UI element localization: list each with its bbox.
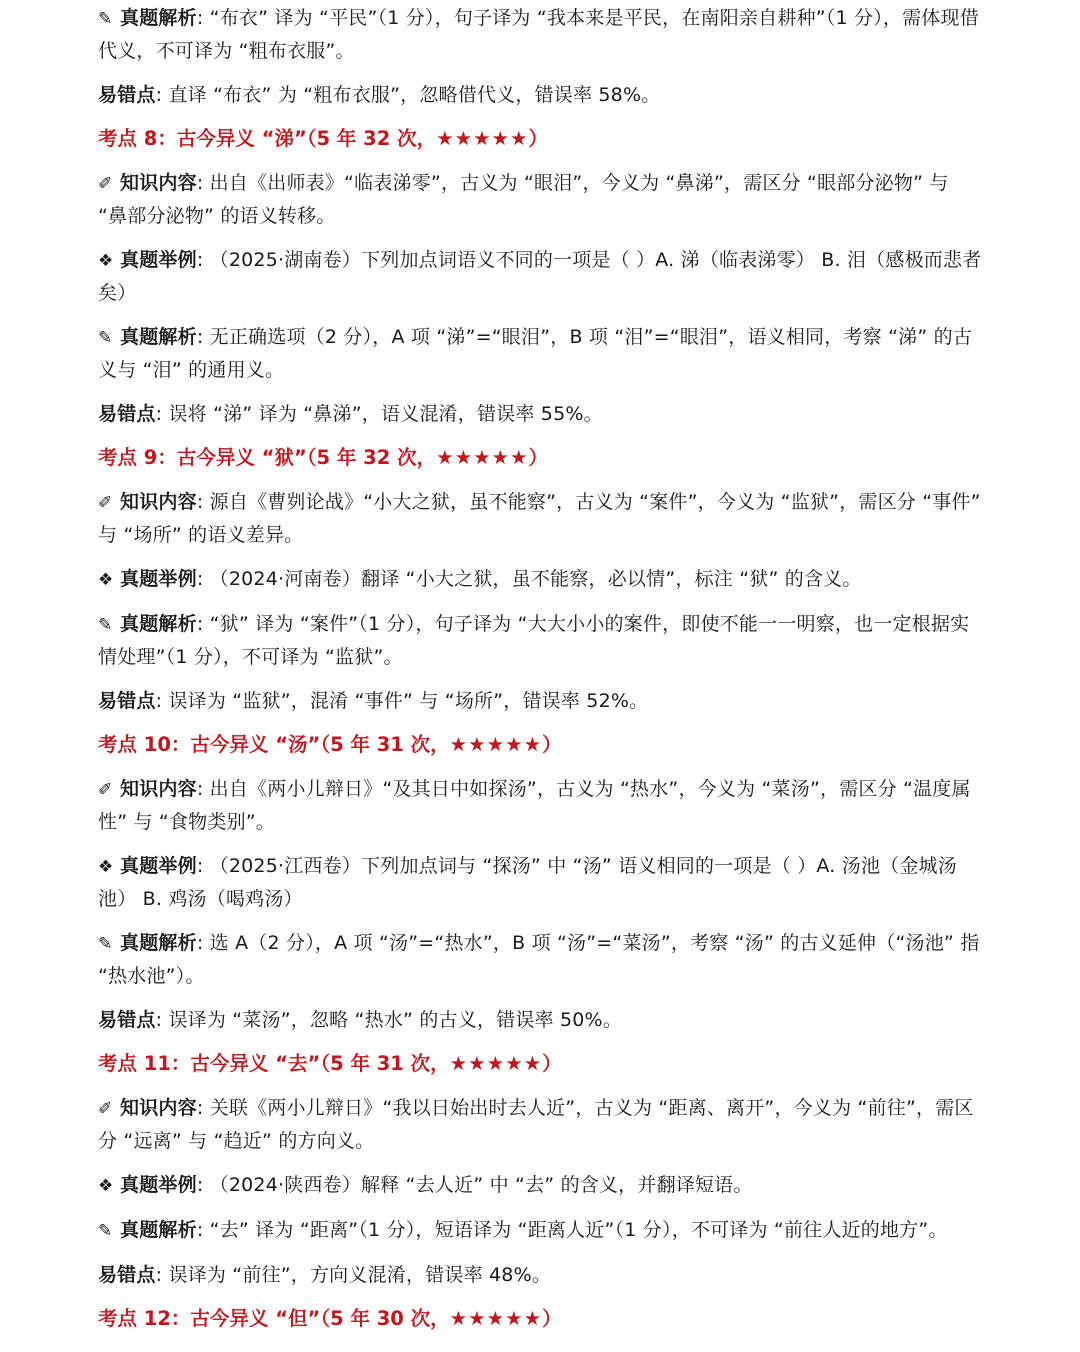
heading-text: 考点 9：古今异义 “狱”（5 年 32 次，: [98, 446, 437, 469]
paragraph-text: : 误将 “涕” 译为 “鼻涕”，语义混淆，错误率 55%。: [155, 403, 603, 425]
paragraph-label: 易错点: [98, 403, 156, 425]
heading-text: 考点 12：古今异义 “但”（5 年 30 次，: [98, 1307, 450, 1330]
paragraph-label: 知识内容: [120, 778, 197, 800]
content-paragraph: [98, 2, 984, 67]
paragraph-label: 真题解析: [120, 613, 197, 635]
paragraph-label: 易错点: [98, 84, 156, 106]
content-paragraph: [98, 685, 984, 717]
pen-icon: ✐: [98, 174, 113, 194]
heading-close: ）: [528, 446, 549, 469]
content-paragraph: [98, 1169, 984, 1202]
pencil-icon: ✎: [98, 9, 113, 29]
paragraph-text: : 选 A（2 分），A 项 “汤”=“热水”，B 项 “汤”=“菜汤”，考察 “汤” 的古义延伸（“汤池” 指 “热水池”）。: [98, 932, 980, 987]
paragraph-label: 真题举例: [120, 855, 197, 877]
content-paragraph: [98, 1092, 984, 1157]
paragraph-text: : 无正确选项（2 分），A 项 “涕”=“眼泪”，B 项 “泪”=“眼泪”，语义相同，考察 “涕” 的古义与 “泪” 的通用义。: [98, 326, 973, 381]
paragraph-text: : “布衣” 译为 “平民”（1 分），句子译为 “我本来是平民，在南阳亲自耕种”（1 分），需体现借代义，不可译为 “粗布衣服”。: [98, 7, 979, 62]
content-paragraph: [98, 167, 984, 232]
paragraph-label: 真题解析: [120, 326, 197, 348]
diamond-icon: ❖: [98, 1176, 114, 1196]
paragraph-label: 知识内容: [120, 172, 197, 194]
section-heading: [98, 1303, 984, 1335]
heading-close: ）: [542, 1307, 562, 1330]
paragraph-text: : 直译 “布衣” 为 “粗布衣服”，忽略借代义，错误率 58%。: [155, 84, 661, 106]
content-paragraph: [98, 773, 984, 838]
section-heading: [98, 123, 984, 155]
content-paragraph: [98, 608, 984, 673]
content-paragraph: [98, 79, 984, 111]
content-paragraph: [98, 850, 984, 915]
star-rating: ★★★★★: [436, 127, 529, 150]
section-heading: [98, 442, 984, 474]
paragraph-text: : 误译为 “前往”，方向义混淆，错误率 48%。: [155, 1264, 552, 1286]
content-paragraph: [98, 321, 984, 386]
pen-icon: ✐: [98, 780, 113, 800]
paragraph-label: 真题举例: [120, 568, 197, 590]
paragraph-text: : （2025·湖南卷）下列加点词语义不同的一项是（ ）A. 涕（临表涕零） B. 泪（感极而悲者矣）: [98, 249, 982, 304]
paragraph-label: 真题举例: [120, 1174, 197, 1196]
paragraph-text: : 误译为 “菜汤”，忽略 “热水” 的古义，错误率 50%。: [155, 1009, 623, 1031]
heading-close: ）: [528, 127, 549, 150]
star-rating: ★★★★★: [449, 1307, 543, 1330]
heading-text: 考点 8：古今异义 “涕”（5 年 32 次，: [98, 127, 437, 150]
paragraph-label: 真题举例: [120, 249, 197, 271]
paragraph-label: 知识内容: [120, 1097, 197, 1119]
paragraph-text: : 关联《两小儿辩日》“我以日始出时去人近”，古义为 “距离、离开”，今义为 “前往”，需区分 “远离” 与 “趋近” 的方向义。: [98, 1097, 974, 1152]
pencil-icon: ✎: [98, 615, 113, 635]
pen-icon: ✐: [98, 1099, 113, 1119]
pencil-icon: ✎: [98, 1221, 113, 1241]
paragraph-text: : 出自《出师表》“临表涕零”，古义为 “眼泪”，今义为 “鼻涕”，需区分 “眼部分泌物” 与 “鼻部分泌物” 的语义转移。: [98, 172, 949, 227]
pen-icon: ✐: [98, 493, 113, 513]
star-rating: ★★★★★: [436, 446, 529, 469]
paragraph-label: 易错点: [98, 690, 156, 712]
content-paragraph: [98, 1004, 984, 1036]
paragraph-label: 真题解析: [120, 932, 197, 954]
heading-close: ）: [542, 733, 562, 756]
paragraph-text: : “狱” 译为 “案件”（1 分），句子译为 “大大小小的案件，即使不能一一明察，也一定根据实情处理”（1 分），不可译为 “监狱”。: [98, 613, 970, 668]
content-paragraph: [98, 563, 984, 596]
diamond-icon: ❖: [98, 857, 114, 877]
content-paragraph: [98, 486, 984, 551]
paragraph-label: 真题解析: [120, 7, 197, 29]
paragraph-text: : （2024·河南卷）翻译 “小大之狱，虽不能察，必以情”，标注 “狱” 的含义。: [196, 568, 862, 590]
content-paragraph: [98, 244, 984, 309]
diamond-icon: ❖: [98, 570, 114, 590]
paragraph-label: 易错点: [98, 1264, 156, 1286]
heading-text: 考点 11：古今异义 “去”（5 年 31 次，: [98, 1052, 450, 1075]
paragraph-label: 知识内容: [120, 491, 197, 513]
paragraph-label: 易错点: [98, 1009, 156, 1031]
paragraph-label: 真题解析: [120, 1219, 197, 1241]
paragraph-text: : （2025·江西卷）下列加点词与 “探汤” 中 “汤” 语义相同的一项是（ ）A. 汤池（金城汤池） B. 鸡汤（喝鸡汤）: [98, 855, 957, 910]
paragraph-text: : （2024·陕西卷）解释 “去人近” 中 “去” 的含义，并翻译短语。: [196, 1174, 753, 1196]
paragraph-text: : 源自《曹刿论战》“小大之狱，虽不能察”，古义为 “案件”，今义为 “监狱”，需区分 “事件” 与 “场所” 的语义差异。: [98, 491, 981, 546]
heading-text: 考点 10：古今异义 “汤”（5 年 31 次，: [98, 733, 450, 756]
content-paragraph: [98, 398, 984, 430]
star-rating: ★★★★★: [449, 1052, 543, 1075]
section-heading: [98, 1048, 984, 1080]
paragraph-text: : 出自《两小儿辩日》“及其日中如探汤”，古义为 “热水”，今义为 “菜汤”，需区分 “温度属性” 与 “食物类别”。: [98, 778, 971, 833]
diamond-icon: ❖: [98, 251, 114, 271]
pencil-icon: ✎: [98, 934, 113, 954]
pencil-icon: ✎: [98, 328, 113, 348]
content-paragraph: [98, 927, 984, 992]
paragraph-text: : 误译为 “监狱”，混淆 “事件” 与 “场所”，错误率 52%。: [155, 690, 649, 712]
paragraph-text: : “去” 译为 “距离”（1 分），短语译为 “距离人近”（1 分），不可译为 “前往人近的地方”。: [196, 1219, 948, 1241]
star-rating: ★★★★★: [449, 733, 543, 756]
section-heading: [98, 729, 984, 761]
heading-close: ）: [542, 1052, 562, 1075]
content-paragraph: [98, 1214, 984, 1247]
content-paragraph: [98, 1259, 984, 1291]
